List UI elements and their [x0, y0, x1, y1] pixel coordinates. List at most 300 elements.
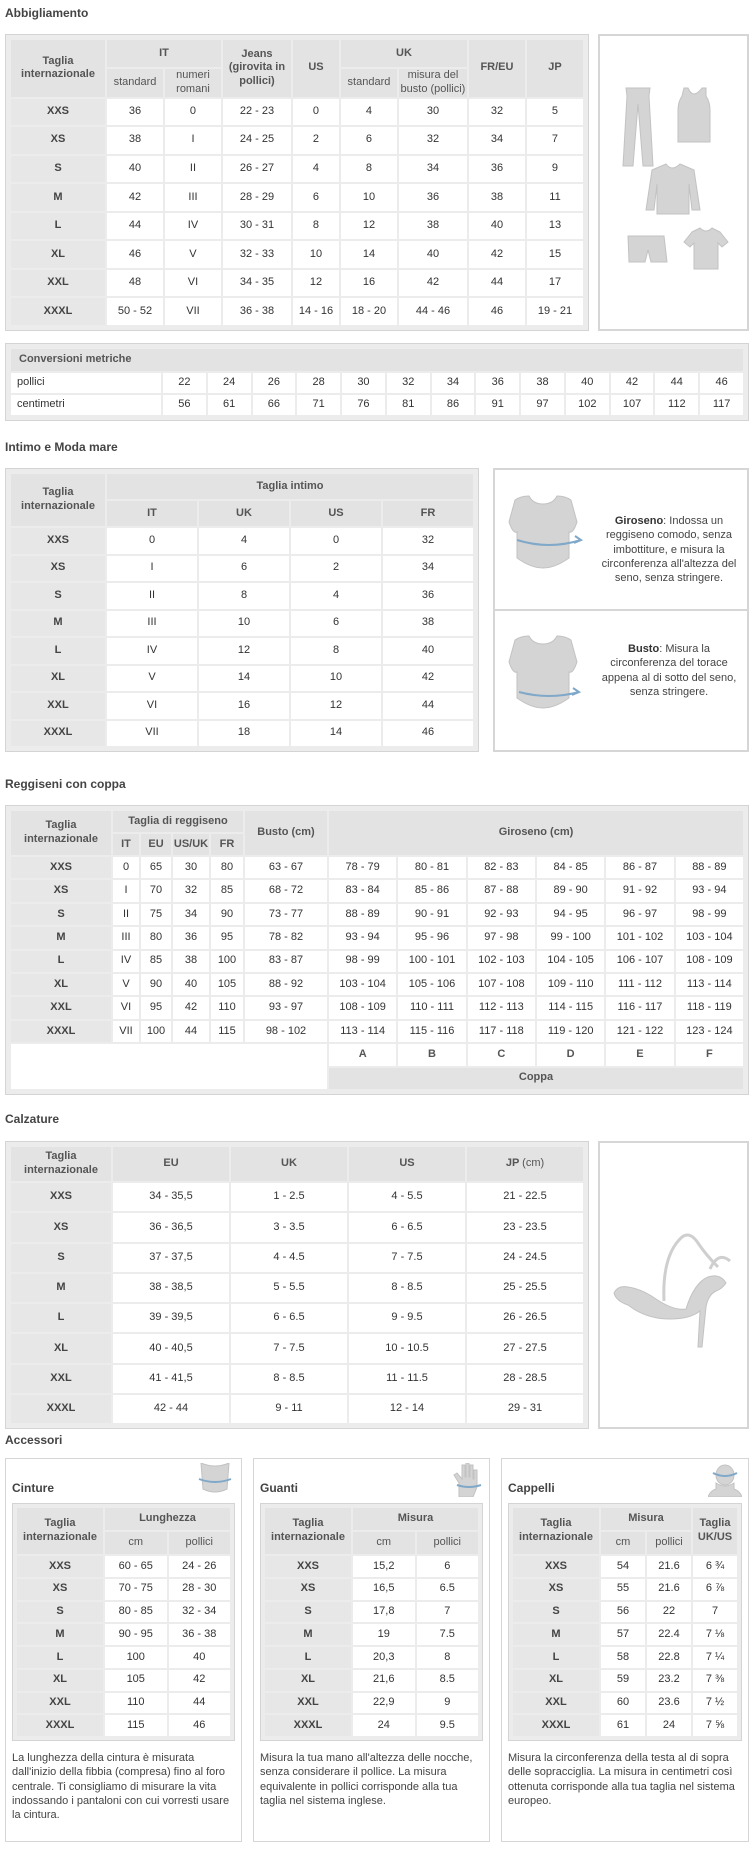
size-label: XXS [513, 1556, 599, 1577]
table-row [11, 857, 743, 878]
size-label: M [11, 927, 111, 948]
table-cell: 14 - 16 [293, 298, 339, 325]
size-label: S [11, 1244, 111, 1272]
table-cell: 4 [293, 156, 339, 183]
high-heel-shoe-icon [614, 1235, 730, 1347]
table-cell: 0 [293, 99, 339, 126]
metric-cell: 36 [476, 373, 519, 393]
metric-cell: 30 [342, 373, 385, 393]
table-cell: 12 - 14 [349, 1395, 465, 1423]
header-bra-size: Taglia di reggiseno [113, 811, 243, 832]
table-cell: 87 - 88 [468, 880, 535, 901]
metric-cell: 86 [432, 395, 475, 415]
table-cell: 40 [169, 1647, 231, 1668]
table-cell: 83 - 87 [245, 951, 327, 972]
table-row [513, 1670, 737, 1691]
table-cell: 68 - 72 [245, 880, 327, 901]
metric-cell: 91 [476, 395, 519, 415]
size-label: L [265, 1647, 351, 1668]
table-cell: 86 - 87 [606, 857, 673, 878]
size-label: XL [265, 1670, 351, 1691]
table-cell: 12 [291, 693, 381, 719]
belts-title: Cinture [12, 1481, 54, 1495]
table-cell: 70 - 75 [105, 1579, 167, 1600]
metric-cell: 38 [521, 373, 564, 393]
table-row [11, 99, 583, 126]
table-cell: 9 - 11 [231, 1395, 347, 1423]
table-cell: 115 [211, 1021, 243, 1042]
table-cell: 32 - 34 [169, 1602, 231, 1623]
size-label: XL [513, 1670, 599, 1691]
size-label: XXXL [11, 298, 105, 325]
table-cell: 41 - 41,5 [113, 1365, 229, 1393]
table-cell: 10 [199, 611, 289, 637]
size-label: XS [11, 880, 111, 901]
table-cell: 85 - 86 [398, 880, 465, 901]
table-cell: 28 - 30 [169, 1579, 231, 1600]
table-row [265, 1715, 478, 1736]
table-cell: 36 [399, 184, 467, 211]
table-cell: 7 - 7.5 [231, 1334, 347, 1362]
header-uk: UK [341, 40, 467, 67]
bust-measure-icon [509, 496, 581, 568]
table-cell: 8 - 8.5 [231, 1365, 347, 1393]
table-cell: 8 [417, 1647, 479, 1668]
table-cell: 115 [105, 1715, 167, 1736]
metric-cell: 22 [163, 373, 206, 393]
table-cell: 13 [527, 213, 583, 240]
bra-size-table [5, 805, 749, 1095]
table-cell: 58 [601, 1647, 645, 1668]
table-cell: 44 [107, 213, 163, 240]
giroseno-term: Giroseno [614, 515, 664, 527]
metric-cell: 81 [387, 395, 430, 415]
cup-letter: E [606, 1044, 673, 1065]
table-cell: 40 [173, 974, 209, 995]
size-label: XXXL [11, 1395, 111, 1423]
table-row [11, 1021, 743, 1042]
table-cell: VII [107, 721, 197, 747]
t-shirt-icon [684, 228, 728, 269]
table-cell: 4 [341, 99, 397, 126]
header-jeans: Jeans (girovita in pollici) [223, 40, 291, 97]
table-cell: 111 - 112 [606, 974, 673, 995]
table-cell: 36 - 36,5 [113, 1213, 229, 1241]
underwear-measure-panel [493, 468, 749, 752]
size-label: XL [11, 241, 105, 268]
table-cell: 108 - 109 [676, 951, 743, 972]
table-row [17, 1579, 230, 1600]
table-cell: 7 ¼ [693, 1647, 737, 1668]
table-cell: 36 [173, 927, 209, 948]
jacket-icon [646, 164, 700, 214]
table-cell: 24 [647, 1715, 691, 1736]
table-cell: VII [165, 298, 221, 325]
table-cell: 46 [107, 241, 163, 268]
size-label: L [11, 638, 105, 664]
table-cell: 89 - 90 [537, 880, 604, 901]
table-cell: 14 [341, 241, 397, 268]
table-cell: 21.6 [647, 1556, 691, 1577]
shoe-illustration-panel [598, 1141, 749, 1429]
table-cell: 23.2 [647, 1670, 691, 1691]
blank-cell [11, 1044, 327, 1089]
table-row [11, 1365, 583, 1393]
shoe-table-body [11, 1183, 583, 1423]
header-it: IT [107, 501, 197, 526]
belts-panel [5, 1458, 242, 1842]
gloves-table-body [265, 1556, 478, 1736]
header-us: US [349, 1147, 465, 1181]
header-intl-size: Taglia internazionale [11, 811, 111, 855]
table-cell: 97 - 98 [468, 927, 535, 948]
table-cell: 103 - 104 [329, 974, 396, 995]
table-cell: 2 [293, 127, 339, 154]
header-freu: FR/EU [469, 40, 525, 97]
table-cell: 4 - 5.5 [349, 1183, 465, 1211]
table-cell: 22.4 [647, 1624, 691, 1645]
table-row [11, 1334, 583, 1362]
table-cell: 70 [141, 880, 171, 901]
size-label: L [11, 951, 111, 972]
table-row [11, 583, 473, 609]
table-cell: 0 [113, 857, 139, 878]
table-row [11, 1395, 583, 1423]
busto-text: : Misura la circonferenza del torace appena al di sotto del seno, senza stringere. [601, 643, 737, 698]
table-cell: 7.5 [417, 1624, 479, 1645]
table-cell: III [165, 184, 221, 211]
bra-table-body [11, 857, 743, 1089]
table-cell: 0 [107, 528, 197, 554]
metric-cell: 34 [432, 373, 475, 393]
underwear-table-body [11, 528, 473, 746]
table-cell: 102 - 103 [468, 951, 535, 972]
size-label: XXXL [17, 1715, 103, 1736]
table-row [17, 1556, 230, 1577]
size-label: XS [11, 127, 105, 154]
table-cell: 32 [383, 528, 473, 554]
table-cell: V [113, 974, 139, 995]
header-jp: JP [527, 40, 583, 97]
table-cell: 36 [383, 583, 473, 609]
table-cell: 42 [469, 241, 525, 268]
table-row [11, 1183, 583, 1211]
table-cell: 55 [601, 1579, 645, 1600]
table-cell: 54 [601, 1556, 645, 1577]
table-cell: I [165, 127, 221, 154]
table-cell: 98 - 99 [329, 951, 396, 972]
table-row [17, 1602, 230, 1623]
cup-letter: A [329, 1044, 396, 1065]
table-row [11, 721, 473, 747]
header-it-standard: standard [107, 69, 163, 97]
table-row [513, 1715, 737, 1736]
table-cell: 30 [173, 857, 209, 878]
size-label: XXS [11, 1183, 111, 1211]
table-cell: 23 - 23.5 [467, 1213, 583, 1241]
gloves-panel [253, 1458, 490, 1842]
table-cell: 100 [141, 1021, 171, 1042]
size-label: M [513, 1624, 599, 1645]
table-row [11, 997, 743, 1018]
table-cell: 112 - 113 [468, 997, 535, 1018]
header-it: IT [113, 834, 139, 855]
table-cell: 44 [169, 1693, 231, 1714]
size-label: S [11, 156, 105, 183]
header-jp-label: JP [505, 1157, 520, 1170]
table-cell: 32 [399, 127, 467, 154]
size-label: M [265, 1624, 351, 1645]
table-row [17, 1670, 230, 1691]
header-eu: EU [141, 834, 171, 855]
header-measure: Misura [601, 1508, 691, 1530]
table-cell: 12 [341, 213, 397, 240]
table-cell: 60 [601, 1693, 645, 1714]
section-title-accessories: Accessori [5, 1433, 63, 1447]
cup-letter: C [468, 1044, 535, 1065]
table-cell: 5 [527, 99, 583, 126]
table-cell: 80 [141, 927, 171, 948]
table-cell: 105 [211, 974, 243, 995]
header-length: Lunghezza [105, 1508, 230, 1530]
hats-table-body [513, 1556, 737, 1736]
table-cell: 39 - 39,5 [113, 1304, 229, 1332]
table-cell: 7 [417, 1602, 479, 1623]
table-cell: 26 - 27 [223, 156, 291, 183]
table-row [513, 1624, 737, 1645]
clothing-illustration-panel [598, 34, 749, 331]
table-cell: 17 [527, 270, 583, 297]
size-label: XXL [17, 1693, 103, 1714]
table-cell: 113 - 114 [329, 1021, 396, 1042]
metric-cell: 24 [208, 373, 251, 393]
table-cell: V [165, 241, 221, 268]
size-label: XS [265, 1579, 351, 1600]
table-row [11, 1244, 583, 1272]
header-uk-bust: misura del busto (pollici) [400, 69, 466, 95]
metric-cell: 107 [611, 395, 654, 415]
size-label: XXL [11, 693, 105, 719]
table-cell: 80 - 81 [398, 857, 465, 878]
table-cell: 90 - 91 [398, 904, 465, 925]
table-cell: 24 - 26 [169, 1556, 231, 1577]
table-cell: 6 - 6.5 [231, 1304, 347, 1332]
size-label: S [513, 1602, 599, 1623]
table-row [11, 951, 743, 972]
size-label: XL [17, 1670, 103, 1691]
table-cell: 36 - 38 [169, 1624, 231, 1645]
clothing-size-table [5, 34, 589, 331]
table-row [265, 1670, 478, 1691]
header-intl-size: Taglia internazionale [11, 40, 105, 97]
cup-label: Coppa [329, 1068, 743, 1089]
metric-cell: 71 [297, 395, 340, 415]
section-title-clothing: Abbigliamento [5, 6, 89, 20]
table-cell: 105 [105, 1670, 167, 1691]
table-row [11, 693, 473, 719]
table-row [265, 1647, 478, 1668]
table-cell: 40 [383, 638, 473, 664]
table-cell: 110 [105, 1693, 167, 1714]
table-cell: 104 - 105 [537, 951, 604, 972]
table-cell: 34 [399, 156, 467, 183]
size-label: XXXL [11, 1021, 111, 1042]
table-cell: 63 - 67 [245, 857, 327, 878]
table-row [265, 1602, 478, 1623]
table-cell: 7 - 7.5 [349, 1244, 465, 1272]
table-cell: 44 [173, 1021, 209, 1042]
table-cell: 6 ¾ [693, 1556, 737, 1577]
table-cell: 100 - 101 [398, 951, 465, 972]
metric-cell: 42 [611, 373, 654, 393]
table-cell: 40 [107, 156, 163, 183]
table-cell: 7 ½ [693, 1693, 737, 1714]
size-label: S [11, 583, 105, 609]
table-cell: 16,5 [353, 1579, 415, 1600]
table-cell: 8 [291, 638, 381, 664]
table-cell: 92 - 93 [468, 904, 535, 925]
table-cell: 38 [399, 213, 467, 240]
size-label: XXXL [265, 1715, 351, 1736]
table-cell: 6 [199, 556, 289, 582]
table-row [17, 1624, 230, 1645]
header-intl-size: Taglia internazionale [265, 1508, 351, 1554]
table-cell: 94 - 95 [537, 904, 604, 925]
table-cell: 38 [469, 184, 525, 211]
table-row [17, 1647, 230, 1668]
table-cell: 85 [211, 880, 243, 901]
table-cell: 110 [211, 997, 243, 1018]
size-label: L [11, 1304, 111, 1332]
gloves-note: Misura la tua mano all'altezza delle nocche, senza considerare il pollice. La misura equivalente in pollici corrisponde alla tua taglia nel sistema inglese. [260, 1752, 473, 1807]
belts-size-table [12, 1503, 235, 1741]
table-cell: 9 [527, 156, 583, 183]
table-cell: 3 - 3.5 [231, 1213, 347, 1241]
header-fr: FR [211, 834, 243, 855]
table-cell: 117 - 118 [468, 1021, 535, 1042]
hats-panel [501, 1458, 749, 1842]
table-cell: 38 [107, 127, 163, 154]
size-label: L [17, 1647, 103, 1668]
table-cell: 29 - 31 [467, 1395, 583, 1423]
table-cell: 110 - 111 [398, 997, 465, 1018]
table-cell: 11 - 11.5 [349, 1365, 465, 1393]
table-cell: 118 - 119 [676, 997, 743, 1018]
table-cell: 98 - 102 [245, 1021, 327, 1042]
table-cell: 113 - 114 [676, 974, 743, 995]
table-cell: 37 - 37,5 [113, 1244, 229, 1272]
table-cell: VI [113, 997, 139, 1018]
table-cell: 93 - 97 [245, 997, 327, 1018]
header-cm: cm [353, 1532, 415, 1554]
giroseno-description [595, 514, 743, 585]
size-label: XXXL [11, 721, 105, 747]
table-cell: 17,8 [353, 1602, 415, 1623]
table-cell: 44 - 46 [399, 298, 467, 325]
table-cell: 34 [469, 127, 525, 154]
table-cell: 60 - 65 [105, 1556, 167, 1577]
table-cell: 7 [527, 127, 583, 154]
header-inches: pollici [417, 1532, 479, 1554]
table-cell: 95 - 96 [398, 927, 465, 948]
table-cell: 95 [211, 927, 243, 948]
section-title-underwear: Intimo e Moda mare [5, 440, 118, 454]
table-cell: 15,2 [353, 1556, 415, 1577]
header-cm: cm [105, 1532, 167, 1554]
size-label: M [11, 184, 105, 211]
metric-title-row [11, 349, 743, 371]
table-cell: VI [165, 270, 221, 297]
header-intl-size: Taglia internazionale [11, 1147, 111, 1181]
table-cell: 7 ⅛ [693, 1624, 737, 1645]
table-cell: 1 - 2.5 [231, 1183, 347, 1211]
table-cell: 123 - 124 [676, 1021, 743, 1042]
table-cell: 5 - 5.5 [231, 1274, 347, 1302]
header-it-roman: numeri romani [165, 69, 221, 97]
table-cell: 18 - 20 [341, 298, 397, 325]
table-cell: 119 - 120 [537, 1021, 604, 1042]
table-cell: 61 [601, 1715, 645, 1736]
table-cell: 38 [383, 611, 473, 637]
table-cell: 42 [107, 184, 163, 211]
table-cell: 59 [601, 1670, 645, 1691]
table-cell: 10 [341, 184, 397, 211]
size-label: XS [11, 1213, 111, 1241]
table-cell: IV [107, 638, 197, 664]
size-label: XL [11, 666, 105, 692]
size-label: XXL [11, 1365, 111, 1393]
table-cell: 8 [293, 213, 339, 240]
metric-cell: 44 [655, 373, 698, 393]
table-row [11, 927, 743, 948]
table-cell: 25 - 25.5 [467, 1274, 583, 1302]
table-cell: 6 [293, 184, 339, 211]
table-cell: 42 [399, 270, 467, 297]
table-cell: 38 [173, 951, 209, 972]
table-cell: 85 [141, 951, 171, 972]
table-row [11, 666, 473, 692]
tank-top-icon [678, 88, 710, 142]
metric-cell: 97 [521, 395, 564, 415]
table-cell: 44 [469, 270, 525, 297]
metric-conversion-table [5, 343, 749, 421]
waist-belt-icon [195, 1463, 235, 1497]
table-cell: 91 - 92 [606, 880, 673, 901]
header-us: US [291, 501, 381, 526]
cup-letter: B [398, 1044, 465, 1065]
table-cell: 40 - 40,5 [113, 1334, 229, 1362]
size-label: S [11, 904, 111, 925]
table-cell: 21 - 22.5 [467, 1183, 583, 1211]
table-row [11, 528, 473, 554]
section-title-bras: Reggiseni con coppa [5, 777, 126, 791]
table-cell: 106 - 107 [606, 951, 673, 972]
table-row [11, 127, 583, 154]
header-fr: FR [383, 501, 473, 526]
table-cell: 9 - 9.5 [349, 1304, 465, 1332]
table-cell: 7 ⅝ [693, 1715, 737, 1736]
table-cell: 22,9 [353, 1693, 415, 1714]
table-cell: 10 - 10.5 [349, 1334, 465, 1362]
metric-title: Conversioni metriche [11, 349, 743, 371]
table-cell: 116 - 117 [606, 997, 673, 1018]
table-cell: 21.6 [647, 1579, 691, 1600]
table-cell: 24 [353, 1715, 415, 1736]
table-row [11, 556, 473, 582]
metric-cell: 66 [253, 395, 296, 415]
metric-row-label: centimetri [11, 395, 161, 415]
size-label: XXS [17, 1556, 103, 1577]
